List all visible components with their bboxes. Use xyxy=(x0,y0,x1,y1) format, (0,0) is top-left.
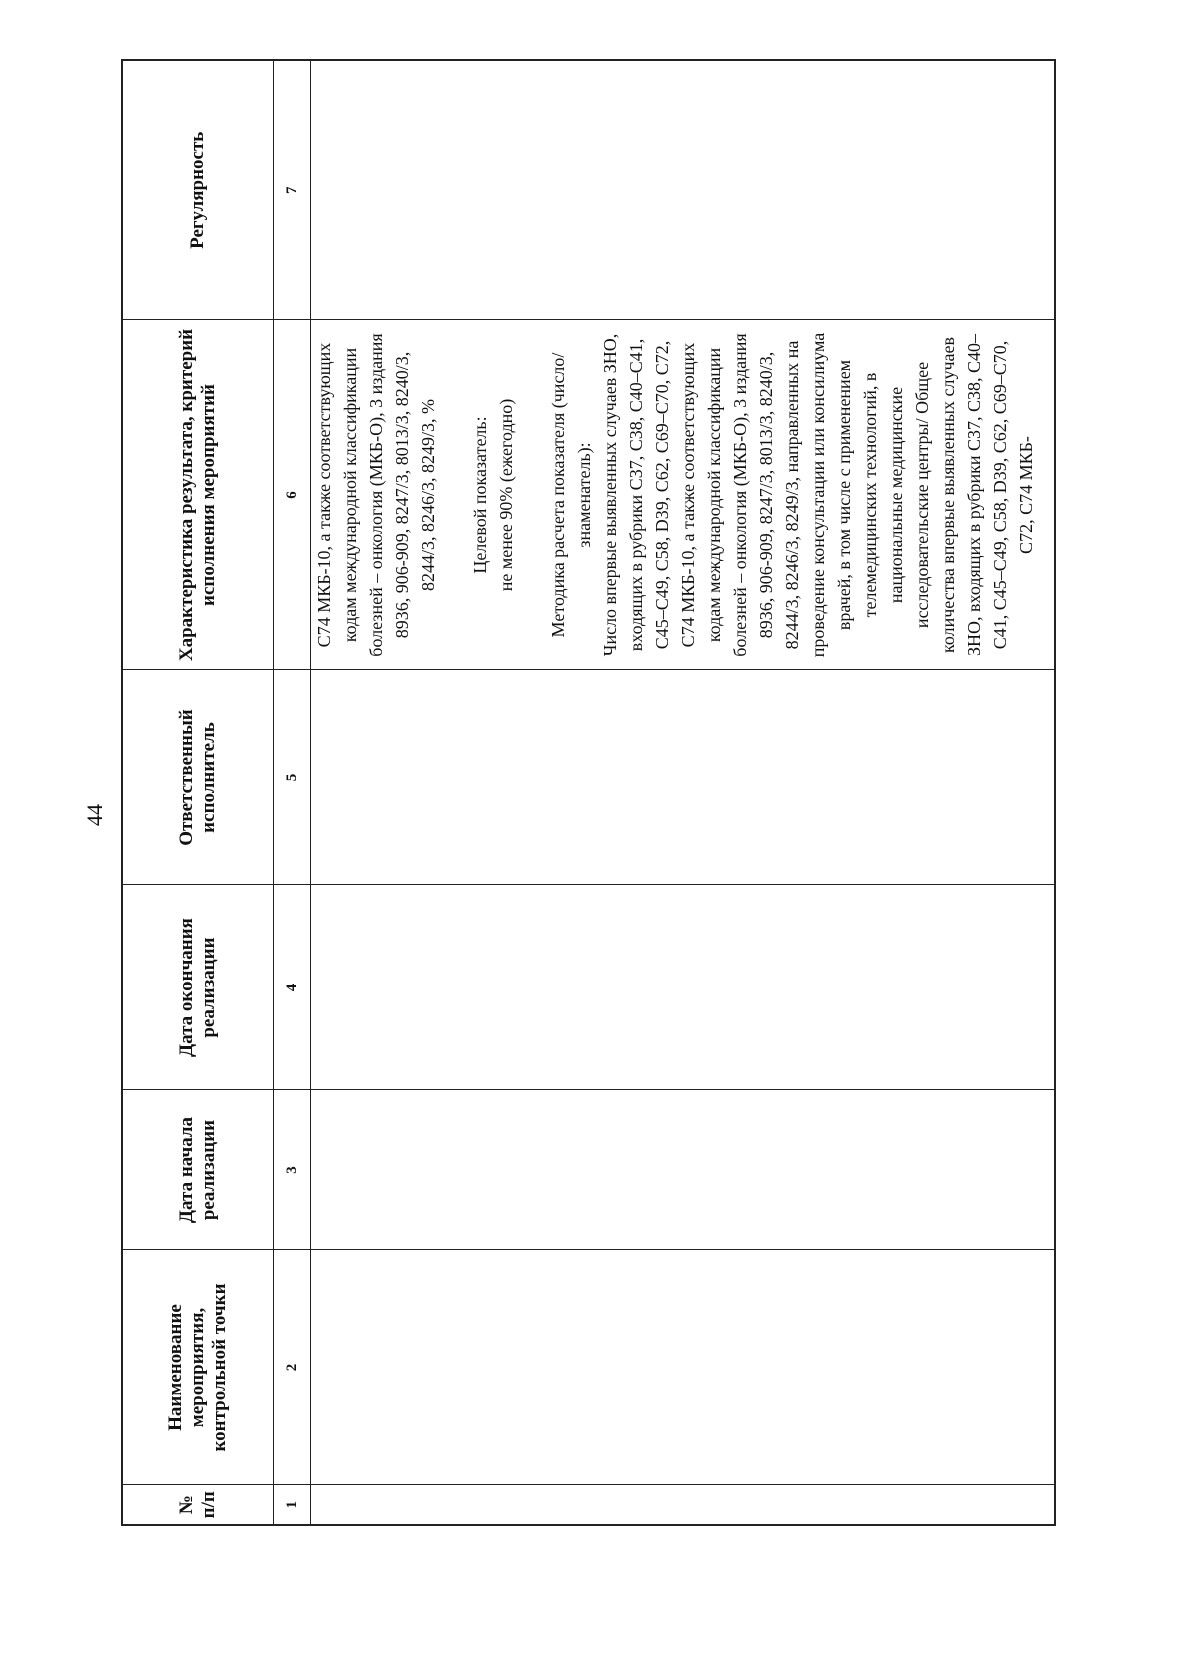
target-indicator-label: Целевой показатель: xyxy=(470,416,490,574)
cell-measure-name xyxy=(311,1250,1056,1485)
result-description xyxy=(311,321,1039,670)
header-responsible: Ответственный исполнитель xyxy=(122,670,274,885)
column-number-6: 6 xyxy=(274,320,311,670)
column-number-row xyxy=(274,60,311,1525)
calculation-method-text: Число впервые выявленных случаев ЗНО, входящих в рубрики С37, С38, С40–С41, С45–С49, С58, D39, С62, С69–С70, С72, С74 МКБ-10, а также соответствующих кодам международной классификации болезней – онкология (МКБ-О), 3 издания 8936, 906-909, 8247/3, 8013/3, 8240/3, 8244/3, 8246/3, 8249/3, направленных на проведение консультации или консилиума врачей, в том числе с применением телемедицинских технологий, в национальные медицинские исследовательские центры/ Общее количества впервые выявленных случаев ЗНО, входящих в рубрики С37, С38, С40–С41, С45–С49, С58, D39, С62, С69–С70, С72, С74 МКБ- xyxy=(600,332,1036,658)
column-number-3: 3 xyxy=(274,1090,311,1250)
rotated-table-container xyxy=(121,61,1056,1526)
cell-result-characteristic xyxy=(311,320,1056,670)
column-number-5: 5 xyxy=(274,670,311,885)
header-start-date: Дата начала реализации xyxy=(122,1090,274,1250)
cell-regularity xyxy=(311,60,1056,320)
header-number: № п/п xyxy=(122,1485,274,1525)
cell-start-date xyxy=(311,1090,1056,1250)
header-regularity: Регулярность xyxy=(122,60,274,320)
header-row xyxy=(122,60,274,1525)
target-indicator-value: не менее 90% (ежегодно) xyxy=(496,398,516,592)
cell-responsible xyxy=(311,670,1056,885)
column-number-1: 1 xyxy=(274,1485,311,1525)
description-codes-text: С74 МКБ-10, а также соответствующих кодам международной классификации болезней – онкология (МКБ-О), 3 издания 8936, 906-909, 8247/3, 8013/3, 8240/3, 8244/3, 8246/3, 8249/3, % xyxy=(314,333,438,657)
table-row xyxy=(311,60,1056,1525)
page-number: 44 xyxy=(82,804,107,826)
header-result-characteristic: Характеристика результата, критерий исполнения мероприятий xyxy=(122,320,274,670)
calculation-method-label: Методика расчета показателя (число/знаменатель): xyxy=(548,352,594,638)
measures-table xyxy=(121,59,1056,1526)
column-number-7: 7 xyxy=(274,60,311,320)
header-end-date: Дата окончания реализации xyxy=(122,885,274,1090)
column-number-4: 4 xyxy=(274,885,311,1090)
column-number-2: 2 xyxy=(274,1250,311,1485)
cell-end-date xyxy=(311,885,1056,1090)
cell-number xyxy=(311,1485,1056,1525)
header-measure-name: Наименование мероприятия, контрольной точки xyxy=(122,1250,274,1485)
